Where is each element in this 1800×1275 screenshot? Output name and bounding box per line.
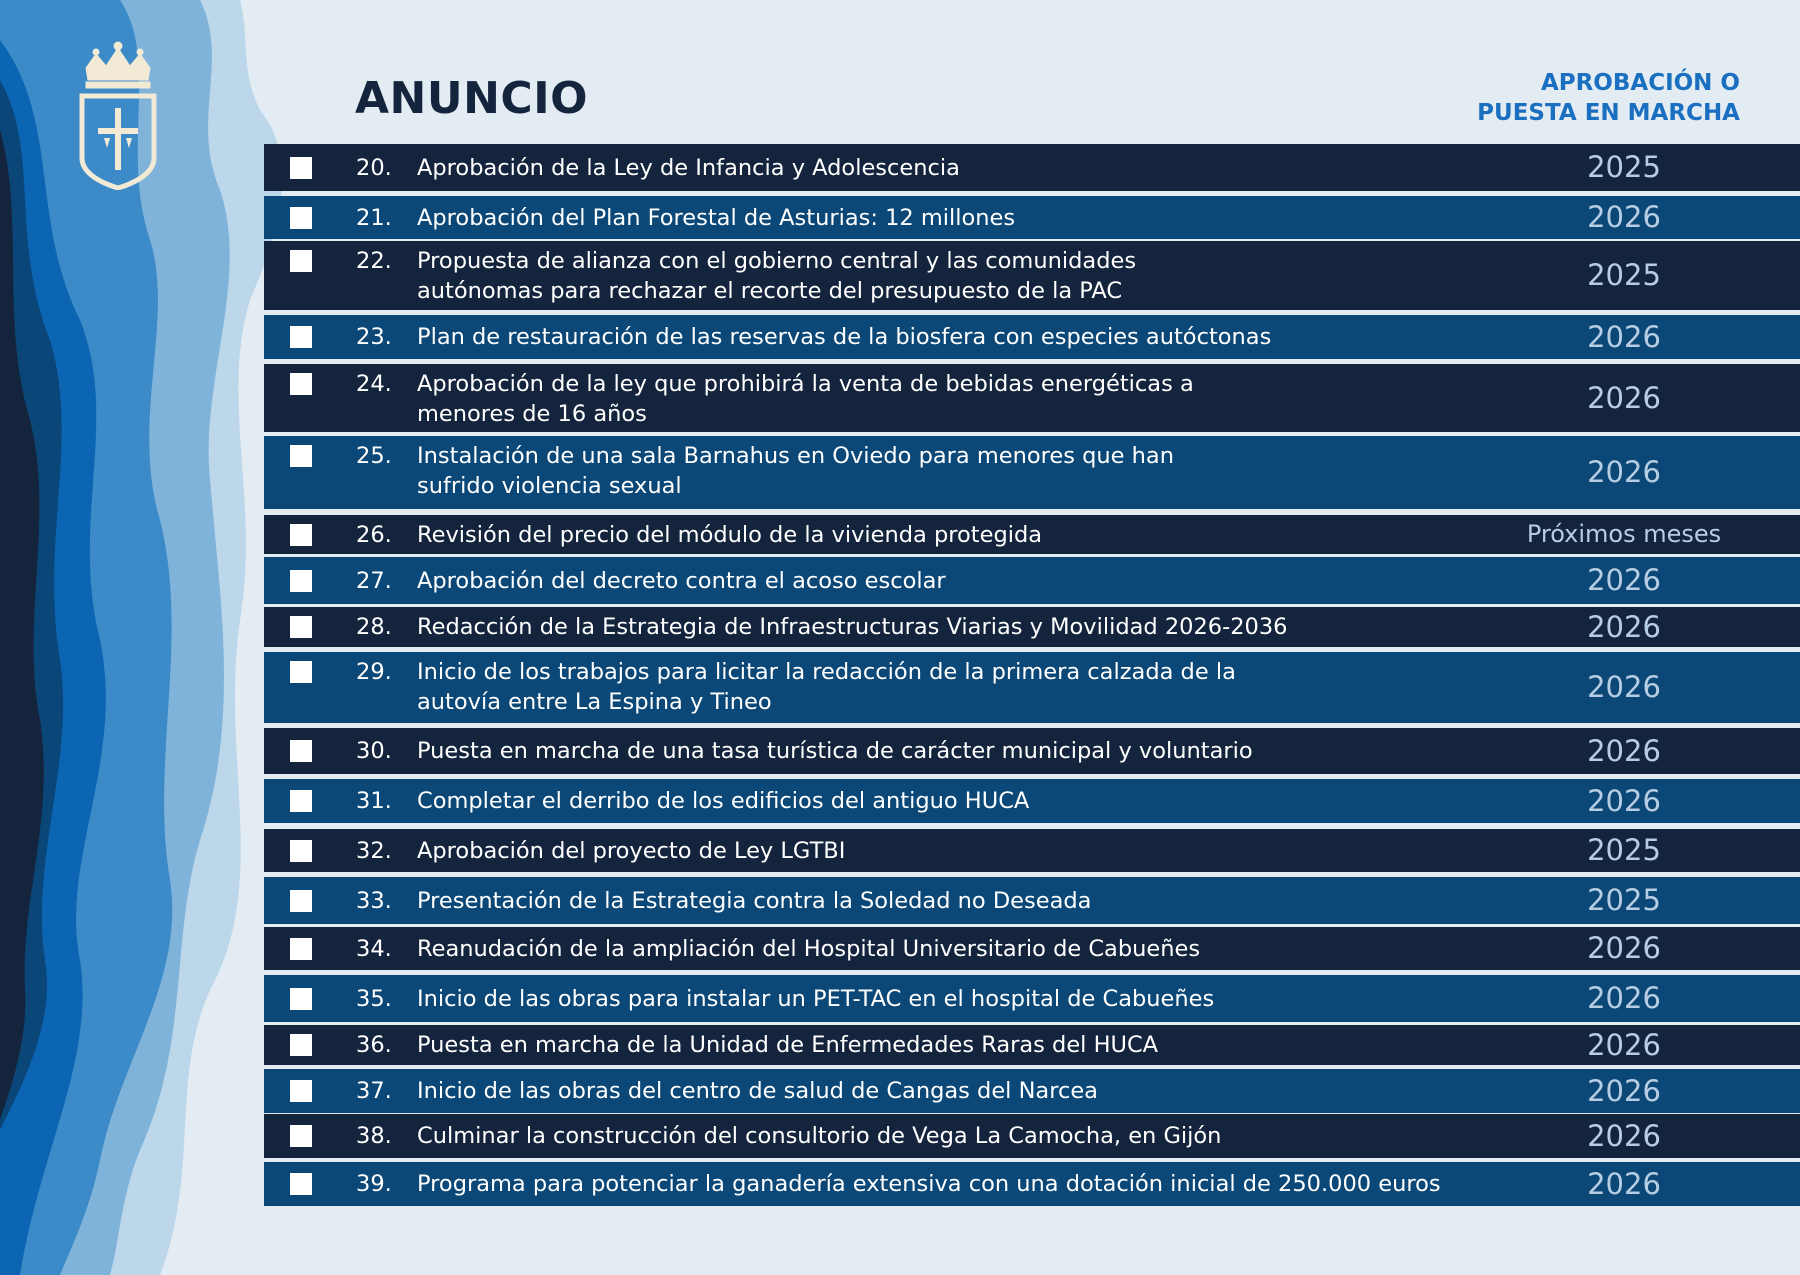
item-text-line: Inicio de las obras para instalar un PET-TAC en el hospital de Cabueñes <box>417 986 1215 1012</box>
checkbox[interactable] <box>290 840 312 862</box>
item-year: 2025 <box>1587 883 1661 917</box>
item-year: 2026 <box>1587 784 1661 818</box>
checkbox[interactable] <box>290 157 312 179</box>
item-number: 39. <box>356 1171 392 1197</box>
checkbox[interactable] <box>290 988 312 1010</box>
item-year: 2026 <box>1587 931 1661 965</box>
list-item <box>264 1162 1800 1206</box>
list-item <box>264 515 1800 554</box>
item-year: 2026 <box>1587 563 1661 597</box>
list-item <box>264 1114 1800 1158</box>
item-text-line: Aprobación de la ley que prohibirá la venta de bebidas energéticas a <box>417 371 1194 397</box>
checkbox[interactable] <box>290 1034 312 1056</box>
checkbox[interactable] <box>290 373 312 395</box>
item-text-line: Reanudación de la ampliación del Hospital Universitario de Cabueñes <box>417 936 1201 962</box>
item-number: 25. <box>356 443 392 469</box>
checkbox[interactable] <box>290 890 312 912</box>
checkbox[interactable] <box>290 524 312 546</box>
date-column-header-line2: PUESTA EN MARCHA <box>1477 100 1740 126</box>
date-column-header-line1: APROBACIÓN O <box>1540 70 1740 96</box>
item-year: 2026 <box>1587 981 1661 1015</box>
item-number: 23. <box>356 324 392 350</box>
checkbox[interactable] <box>290 1080 312 1102</box>
list-item <box>264 927 1800 970</box>
item-number: 36. <box>356 1032 392 1058</box>
checkbox[interactable] <box>290 938 312 960</box>
item-text-line: sufrido violencia sexual <box>417 473 682 499</box>
asturias-coat-of-arms-icon <box>76 40 160 190</box>
item-text-line: Redacción de la Estrategia de Infraestructuras Viarias y Movilidad 2026-2036 <box>417 614 1288 640</box>
item-number: 38. <box>356 1123 392 1149</box>
item-number: 20. <box>356 155 392 181</box>
checkbox[interactable] <box>290 661 312 683</box>
item-text-line: Instalación de una sala Barnahus en Oviedo para menores que han <box>417 443 1174 469</box>
item-year: 2026 <box>1587 1074 1661 1108</box>
list-item <box>264 652 1800 723</box>
item-number: 24. <box>356 371 392 397</box>
item-year: 2025 <box>1587 150 1661 184</box>
item-text-line: Completar el derribo de los edificios del antiguo HUCA <box>417 788 1030 814</box>
item-year: 2026 <box>1587 200 1661 234</box>
item-number: 22. <box>356 248 392 274</box>
item-text-line: Culminar la construcción del consultorio de Vega La Camocha, en Gijón <box>417 1123 1222 1149</box>
item-text-line: Propuesta de alianza con el gobierno central y las comunidades <box>417 248 1137 274</box>
item-text-line: Puesta en marcha de la Unidad de Enfermedades Raras del HUCA <box>417 1032 1159 1058</box>
checkbox[interactable] <box>290 570 312 592</box>
item-year: 2026 <box>1587 1167 1661 1201</box>
item-number: 34. <box>356 936 392 962</box>
item-number: 33. <box>356 888 392 914</box>
list-item <box>264 436 1800 509</box>
item-text-line: autónomas para rechazar el recorte del presupuesto de la PAC <box>417 278 1123 304</box>
item-year: 2026 <box>1587 320 1661 354</box>
list-item <box>264 779 1800 823</box>
item-year: 2026 <box>1587 610 1661 644</box>
item-year: 2026 <box>1587 1028 1661 1062</box>
item-number: 31. <box>356 788 392 814</box>
date-column-header <box>1477 68 1740 128</box>
item-year: 2026 <box>1587 670 1661 704</box>
checkbox[interactable] <box>290 445 312 467</box>
list-item <box>264 728 1800 774</box>
item-number: 26. <box>356 522 392 548</box>
item-text-line: Programa para potenciar la ganadería extensiva con una dotación inicial de 250.000 euros <box>417 1171 1441 1197</box>
item-text-line: Plan de restauración de las reservas de la biosfera con especies autóctonas <box>417 324 1272 350</box>
item-year: 2025 <box>1587 833 1661 867</box>
item-year: 2026 <box>1587 1119 1661 1153</box>
list-item <box>264 877 1800 924</box>
item-number: 30. <box>356 738 392 764</box>
checkbox[interactable] <box>290 326 312 348</box>
checkbox[interactable] <box>290 1173 312 1195</box>
list-item <box>264 829 1800 872</box>
item-year: 2025 <box>1587 258 1661 292</box>
list-item <box>264 607 1800 647</box>
item-text-line: Inicio de las obras del centro de salud de Cangas del Narcea <box>417 1078 1098 1104</box>
item-text-line: Puesta en marcha de una tasa turística de carácter municipal y voluntario <box>417 738 1253 764</box>
list-item <box>264 557 1800 604</box>
page-title: ANUNCIO <box>355 73 588 124</box>
item-text-line: Aprobación del proyecto de Ley LGTBI <box>417 838 846 864</box>
item-text-line: Aprobación del Plan Forestal de Asturias: 12 millones <box>417 205 1016 231</box>
item-number: 32. <box>356 838 392 864</box>
item-number: 27. <box>356 568 392 594</box>
item-text-line: Presentación de la Estrategia contra la Soledad no Deseada <box>417 888 1092 914</box>
item-text-line: Revisión del precio del módulo de la vivienda protegida <box>417 522 1043 548</box>
item-number: 21. <box>356 205 392 231</box>
item-text-line: Aprobación de la Ley de Infancia y Adolescencia <box>417 155 960 181</box>
item-number: 37. <box>356 1078 392 1104</box>
item-text-line: Aprobación del decreto contra el acoso escolar <box>417 568 946 594</box>
list-item <box>264 1069 1800 1113</box>
list-item <box>264 1025 1800 1065</box>
item-number: 35. <box>356 986 392 1012</box>
checkbox[interactable] <box>290 616 312 638</box>
item-year: 2026 <box>1587 455 1661 489</box>
checkbox[interactable] <box>290 207 312 229</box>
item-text-line: menores de 16 años <box>417 401 647 427</box>
item-number: 28. <box>356 614 392 640</box>
checkbox[interactable] <box>290 1125 312 1147</box>
list-item <box>264 144 1800 191</box>
list-item <box>264 364 1800 432</box>
list-item <box>264 315 1800 359</box>
item-year: Próximos meses <box>1526 520 1722 548</box>
list-item <box>264 241 1800 310</box>
checkbox[interactable] <box>290 250 312 272</box>
checkbox[interactable] <box>290 740 312 762</box>
item-year: 2026 <box>1587 734 1661 768</box>
list-item <box>264 196 1800 239</box>
item-text-line: Inicio de los trabajos para licitar la redacción de la primera calzada de la <box>417 659 1236 685</box>
item-text-line: autovía entre La Espina y Tineo <box>417 689 772 715</box>
item-year: 2026 <box>1587 381 1661 415</box>
list-item <box>264 975 1800 1022</box>
item-number: 29. <box>356 659 392 685</box>
checkbox[interactable] <box>290 790 312 812</box>
